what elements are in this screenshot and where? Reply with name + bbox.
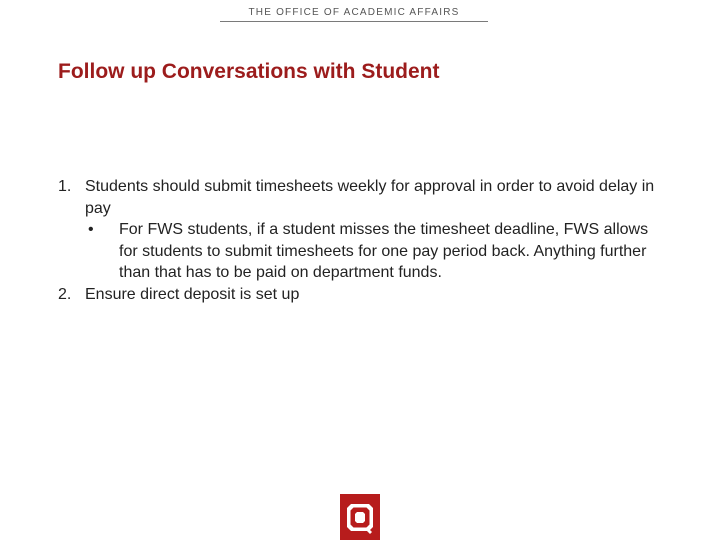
list-item-text: Students should submit timesheets weekly for approval in order to avoid delay in pay [85,178,655,217]
sub-list-item-text: For FWS students, if a student misses the timesheet deadline, FWS allows for students to submit timesheets for one pay period back. Anything further than that has to be paid on department funds. [119,221,649,282]
slide-title: Follow up Conversations with Student [58,60,440,83]
bullet: • [88,221,94,239]
list-number: 2. [58,285,72,303]
block-o-logo-icon [340,494,380,540]
office-header: THE OFFICE OF ACADEMIC AFFAIRS [220,7,488,22]
slide-content [58,176,658,306]
list-item-2 [58,284,658,306]
sub-list-item [58,219,658,284]
block-o-logo-svg [340,494,380,540]
list-item-text: Ensure direct deposit is set up [85,285,300,303]
list-item-1 [58,176,658,219]
list-number: 1. [58,178,72,195]
